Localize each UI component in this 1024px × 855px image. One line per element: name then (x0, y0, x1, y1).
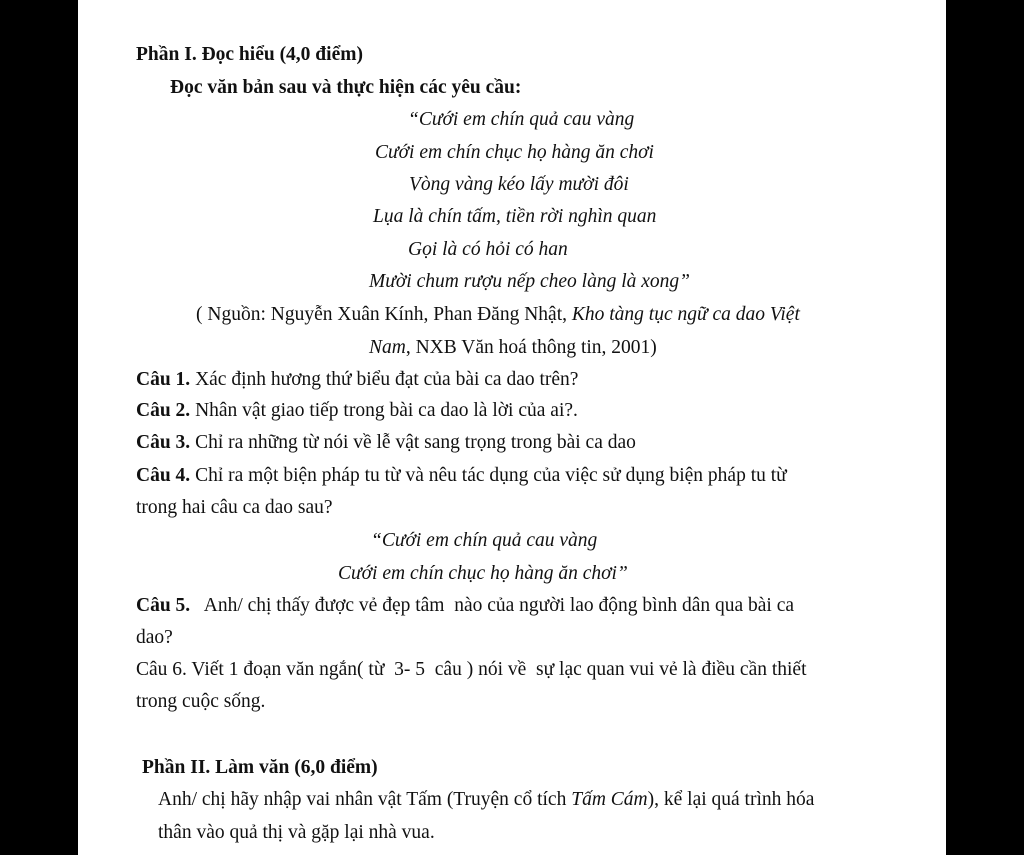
quote-line: “Cưới em chín quả cau vàng (371, 530, 598, 551)
source-book-title: Kho tàng tục ngữ ca dao Việt (571, 304, 800, 325)
poem-line: Lụa là chín tấm, tiền rời nghìn quan (373, 206, 657, 227)
source-prefix: ( Nguồn: Nguyễn Xuân Kính, Phan Đăng Nhật, (196, 304, 572, 325)
essay-prompt-part2: ), kể lại quá trình hóa (647, 789, 815, 810)
reading-instruction: Đọc văn bản sau và thực hiện các yêu cầu: (170, 77, 522, 98)
source-publisher: , NXB Văn hoá thông tin, 2001) (405, 337, 657, 358)
question-6: Câu 6. Viết 1 đoạn văn ngắn( từ 3- 5 câu ) nói về sự lạc quan vui vẻ là điều cần thiết (136, 659, 807, 680)
essay-prompt (158, 788, 814, 812)
question-4-cont: trong hai câu ca dao sau? (136, 497, 333, 518)
poem-line: Vòng vàng kéo lấy mười đôi (409, 174, 629, 195)
question-text: Xác định hương thứ biểu đạt của bài ca dao trên? (190, 369, 579, 390)
source-citation (196, 303, 800, 327)
question-label: Câu 5. (136, 595, 191, 616)
question-5-cont: dao? (136, 627, 173, 648)
section1-heading: Phần I. Đọc hiểu (4,0 điểm) (136, 44, 363, 65)
question-2 (136, 399, 578, 423)
essay-prompt-cont: thân vào quả thị và gặp lại nhà vua. (158, 822, 435, 843)
question-text: Anh/ chị thấy được vẻ đẹp tâm nào của người lao động bình dân qua bài ca (190, 595, 795, 616)
question-text: Nhân vật giao tiếp trong bài ca dao là lời của ai?. (190, 400, 578, 421)
quote-line: Cưới em chín chục họ hàng ăn chơi” (338, 563, 628, 584)
question-label: Câu 2. (136, 400, 191, 421)
source-book-title-end: Nam (369, 337, 406, 358)
story-title: Tấm Cám (571, 789, 648, 810)
question-5 (136, 594, 794, 618)
question-4 (136, 464, 787, 488)
question-1 (136, 368, 578, 392)
poem-line: Mười chum rượu nếp cheo làng là xong” (369, 271, 690, 292)
question-text: Chỉ ra những từ nói về lễ vật sang trọng trong bài ca dao (190, 432, 636, 453)
essay-prompt-part1: Anh/ chị hãy nhập vai nhân vật Tấm (Truyện cổ tích (158, 789, 572, 810)
question-text: Chỉ ra một biện pháp tu từ và nêu tác dụng của việc sử dụng biện pháp tu từ (190, 465, 787, 486)
question-label: Câu 1. (136, 369, 191, 390)
question-6-cont: trong cuộc sống. (136, 691, 266, 712)
poem-line: “Cưới em chín quả cau vàng (408, 109, 635, 130)
poem-line: Cưới em chín chục họ hàng ăn chơi (375, 142, 654, 163)
section2-heading: Phần II. Làm văn (6,0 điểm) (142, 757, 378, 778)
poem-line: Gọi là có hỏi có han (408, 239, 568, 260)
question-3 (136, 431, 636, 455)
document-page (78, 0, 946, 855)
source-citation-cont (369, 336, 657, 360)
question-label: Câu 3. (136, 432, 191, 453)
question-label: Câu 4. (136, 465, 191, 486)
